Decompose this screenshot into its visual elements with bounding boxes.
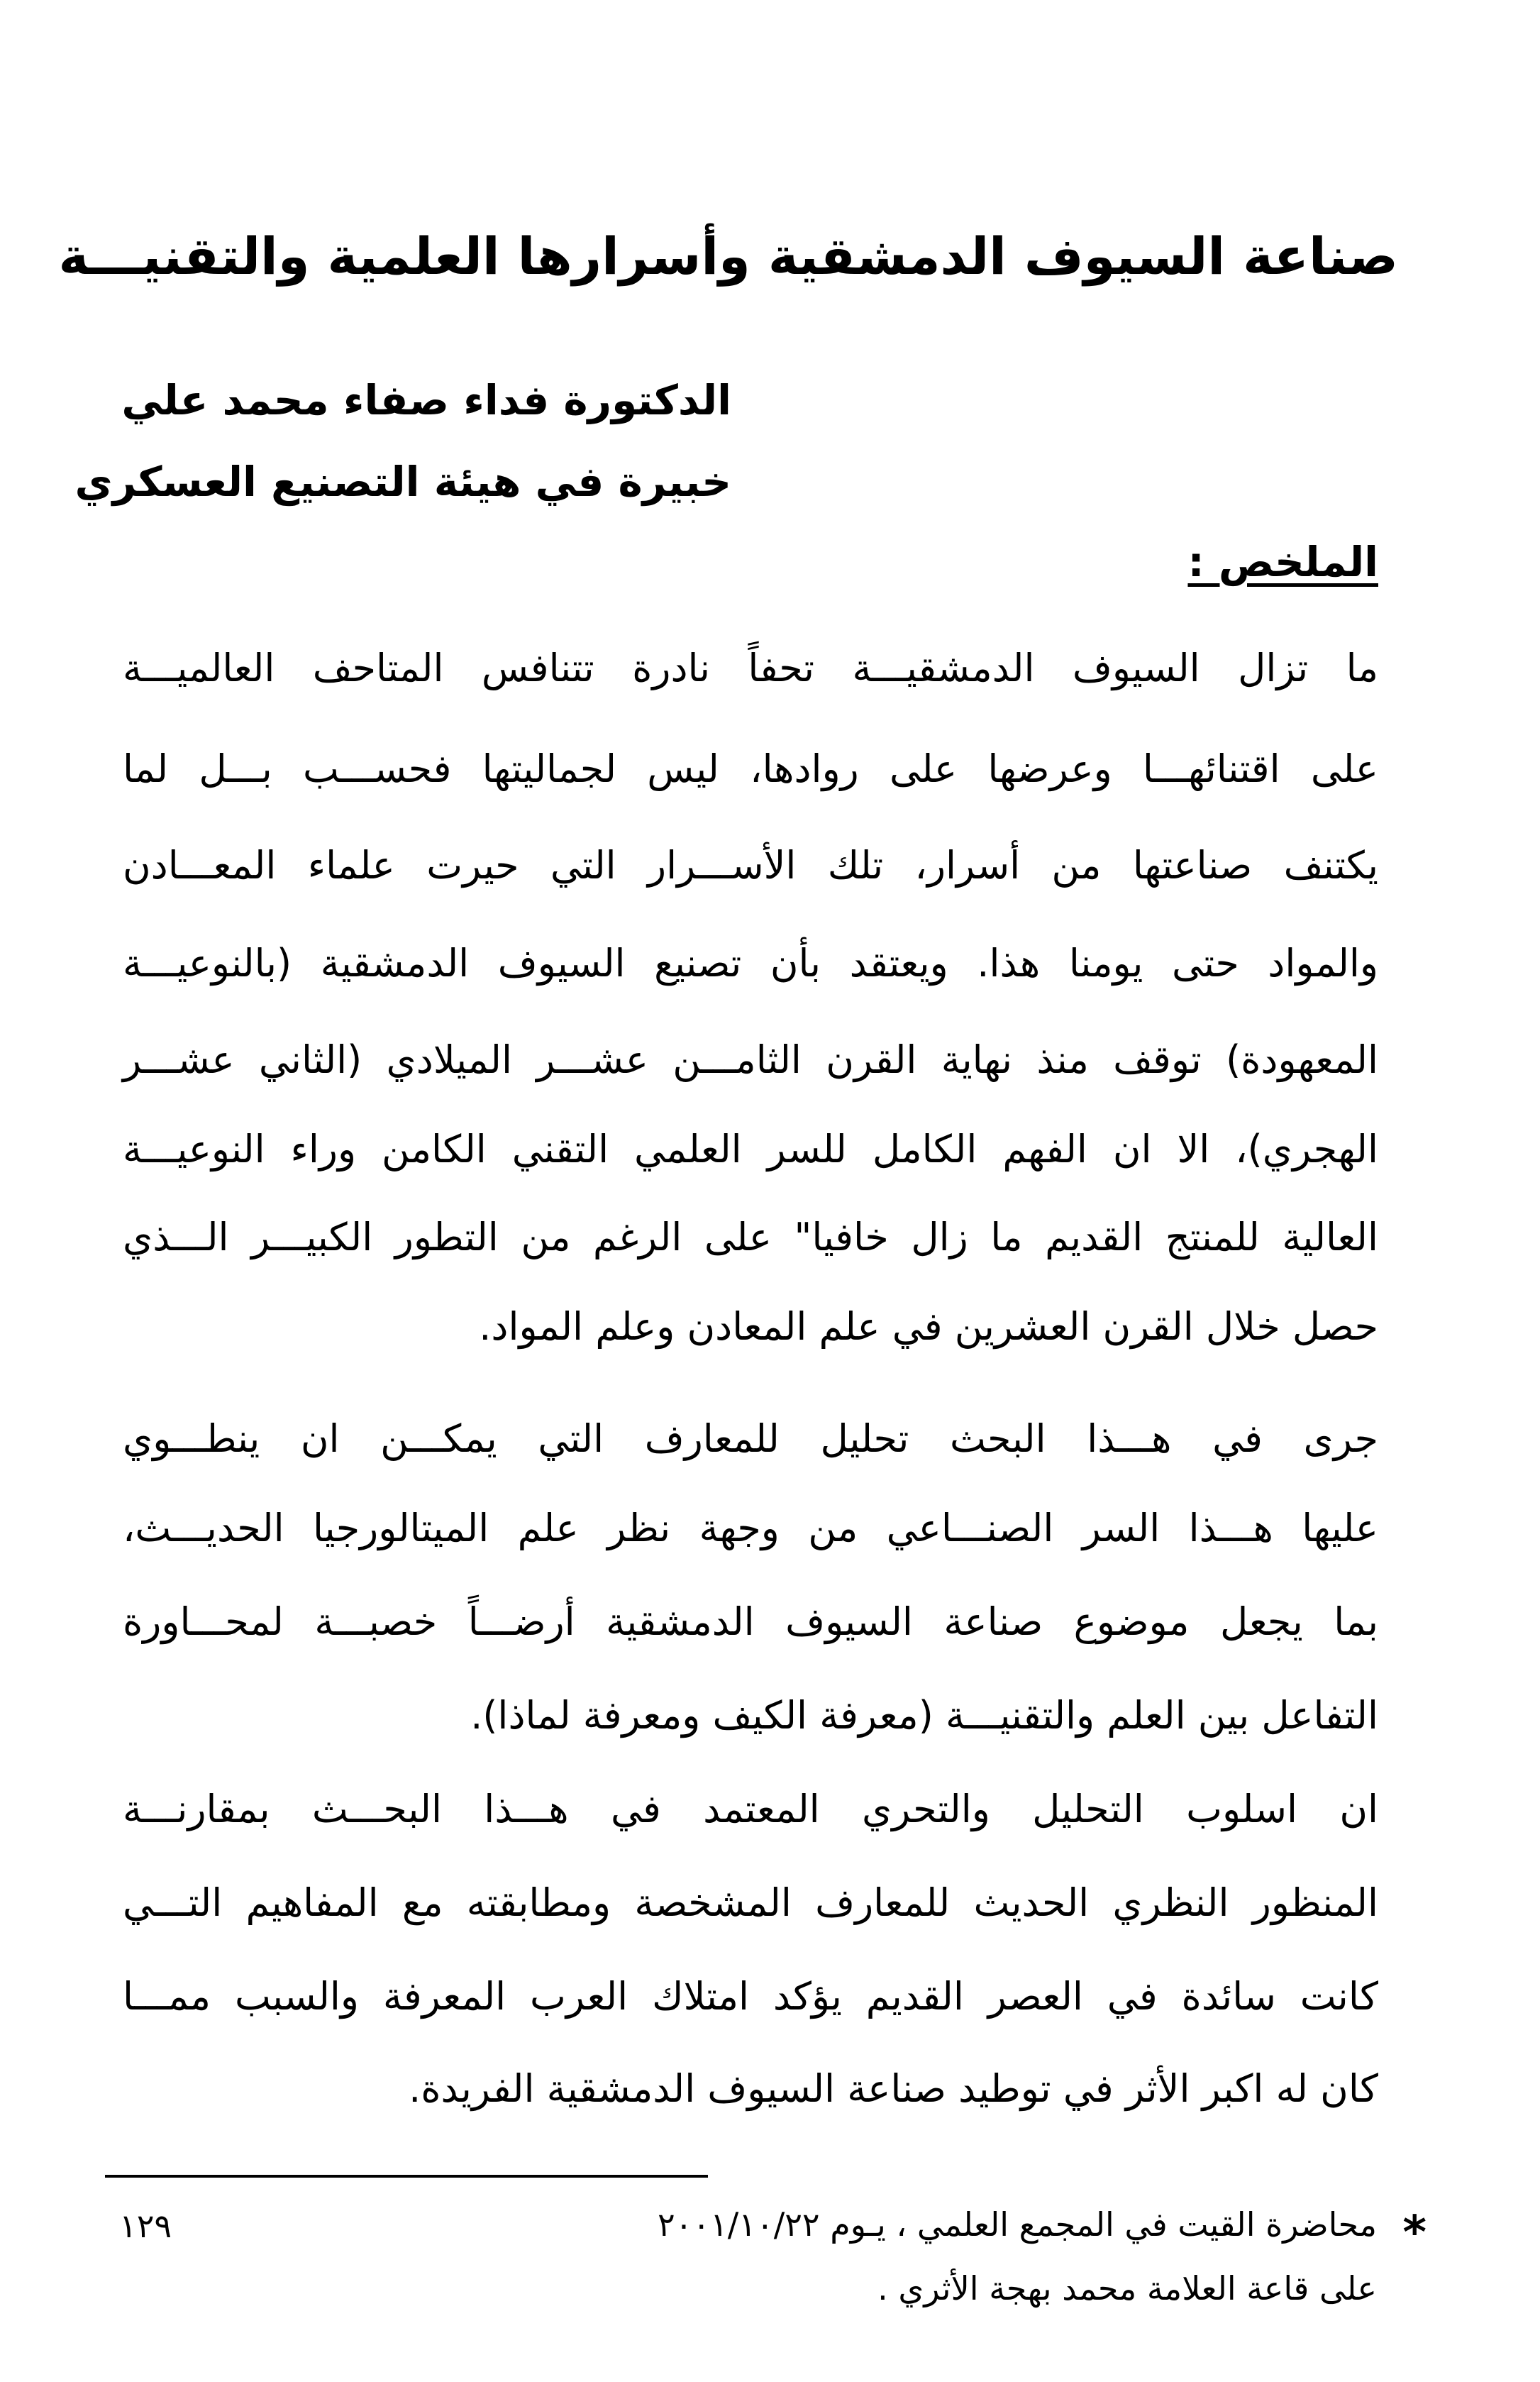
footnote-line-1: محاضرة القيت في المجمع العلمي ، يـوم ٢٠٠١/١٠/٢٢ [657,2205,1377,2244]
abstract-p2-line-1: جرى في هـــذا البحث تحليل للمعارف التي يمكـــن ان ينطـــوي [123,1416,1378,1461]
abstract-p1-line-1: ما تزال السيوف الدمشقيـــة تحفاً نادرة تتنافس المتاحف العالميـــة [123,646,1378,690]
abstract-p1-line-8: حصل خلال القرن العشرين في علم المعادن وعلم المواد. [479,1304,1378,1349]
page-number: ١٢٩ [119,2207,172,2245]
abstract-p1-line-2: على اقتنائهـــا وعرضها على روادها، ليس لجماليتها فحســـب بـــل لما [123,746,1378,791]
abstract-p1-line-4: والمواد حتى يومنا هذا. ويعتقد بأن تصنيع السيوف الدمشقية (بالنوعيـــة [123,941,1378,986]
abstract-p3-line-3: كانت سائدة في العصر القديم يؤكد امتلاك العرب المعرفة والسبب ممـــا [123,1974,1378,2019]
author-affiliation: خبيرة في هيئة التصنيع العسكري [74,458,731,506]
abstract-p3-line-2: المنظور النظري الحديث للمعارف المشخصة ومطابقته مع المفاهيم التـــي [123,1880,1378,1925]
abstract-p2-line-2: عليها هـــذا السر الصنـــاعي من وجهة نظر علم الميتالورجيا الحديـــث، [123,1506,1378,1550]
abstract-p3-line-4: كان له اكبر الأثر في توطيد صناعة السيوف الدمشقية الفريدة. [409,2066,1378,2111]
abstract-p1-line-6: الهجري)، الا ان الفهم الكامل للسر العلمي التقني الكامن وراء النوعيـــة [123,1127,1378,1171]
abstract-p1-line-7: العالية للمنتج القديم ما زال خافيا" على الرغم من التطور الكبيـــر الـــذي [123,1215,1378,1259]
abstract-p2-line-4: التفاعل بين العلم والتقنيـــة (معرفة الكيف ومعرفة لماذا). [470,1693,1378,1738]
author-name: الدكتورة فداء صفاء محمد علي [121,376,731,424]
paper-title: صناعة السيوف الدمشقية وأسرارها العلمية والتقنيـــة [58,226,1398,287]
abstract-p1-line-3: يكتنف صناعتها من أسرار، تلك الأســـرار التي حيرت علماء المعـــادن [123,843,1378,888]
abstract-heading: الملخص : [1187,538,1378,586]
footnote-separator [105,2175,708,2178]
footnote-line-2: على قاعة العلامة محمد بهجة الأثري . [877,2269,1377,2307]
abstract-p3-line-1: ان اسلوب التحليل والتحري المعتمد في هـــذا البحـــث بمقارنـــة [123,1787,1378,1831]
abstract-p1-line-5: المعهودة) توقف منذ نهاية القرن الثامـــن عشـــر الميلادي (الثاني عشـــر [123,1037,1378,1082]
abstract-p2-line-3: بما يجعل موضوع صناعة السيوف الدمشقية أرضـــاً خصبـــة لمحـــاورة [123,1599,1378,1644]
footnote-marker: * [1402,2207,1427,2259]
